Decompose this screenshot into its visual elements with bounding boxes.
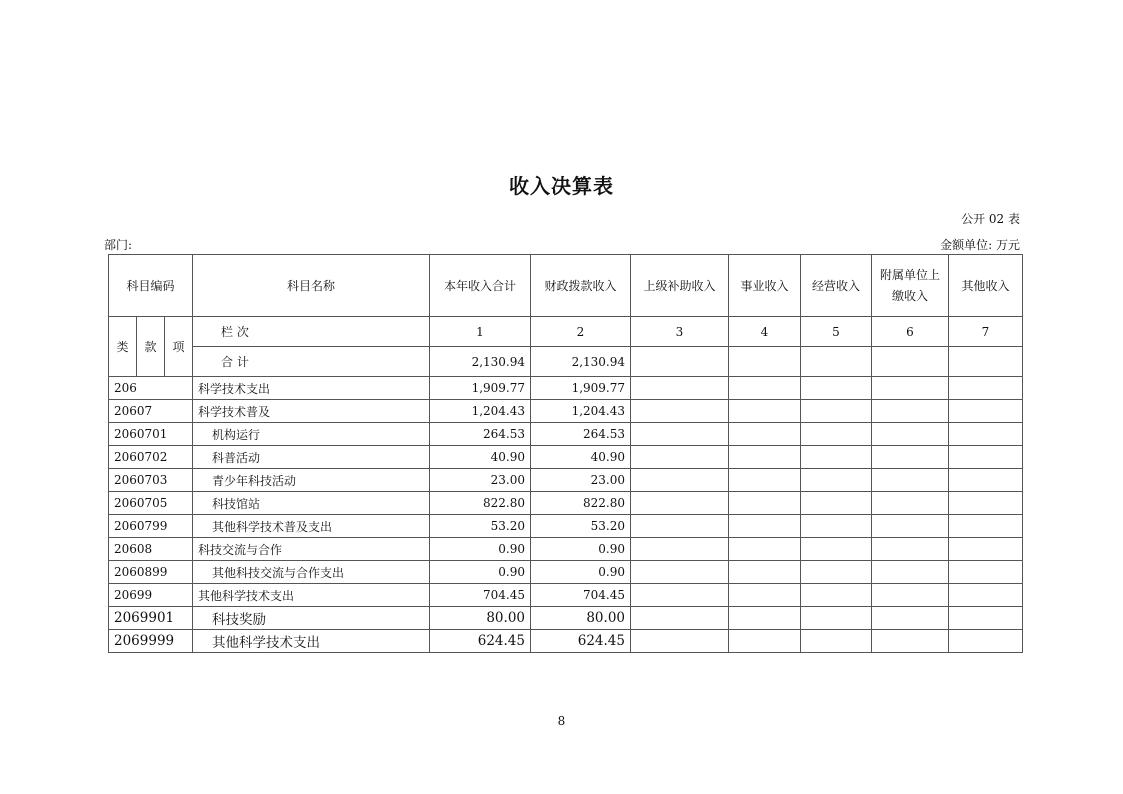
header-xiang: 项 — [165, 317, 193, 377]
table-row — [109, 630, 1023, 653]
table-row — [109, 515, 1023, 538]
row-total: 1,909.77 — [430, 377, 531, 400]
total-label: 合 计 — [193, 347, 430, 377]
amount-unit-label: 金额单位: 万元 — [940, 238, 1020, 252]
total-cell: 2,130.94 — [430, 347, 531, 377]
total-cell: 2,130.94 — [531, 347, 631, 377]
row-fiscal: 40.90 — [531, 446, 631, 469]
row-name: 科学技术支出 — [193, 377, 430, 400]
row-code: 2060703 — [109, 469, 193, 492]
col-number: 5 — [801, 317, 872, 347]
table-row — [109, 584, 1023, 607]
row-fiscal: 822.80 — [531, 492, 631, 515]
row-total: 0.90 — [430, 561, 531, 584]
header-lei: 类 — [109, 317, 137, 377]
row-name: 其他科学技术支出 — [193, 630, 430, 653]
row-fiscal: 0.90 — [531, 538, 631, 561]
table-row — [109, 469, 1023, 492]
row-fiscal: 624.45 — [531, 630, 631, 653]
row-name: 其他科技交流与合作支出 — [193, 561, 430, 584]
header-col-total: 本年收入合计 — [430, 255, 531, 317]
row-total: 0.90 — [430, 538, 531, 561]
row-name: 科学技术普及 — [193, 400, 430, 423]
row-total: 23.00 — [430, 469, 531, 492]
col-number: 1 — [430, 317, 531, 347]
row-total: 704.45 — [430, 584, 531, 607]
row-code: 2060701 — [109, 423, 193, 446]
col-number: 4 — [729, 317, 801, 347]
total-cell — [801, 347, 872, 377]
table-row — [109, 561, 1023, 584]
total-row — [109, 347, 1023, 377]
col-number: 3 — [631, 317, 729, 347]
col-number: 7 — [949, 317, 1023, 347]
report-title: 收入决算表 — [509, 174, 614, 198]
row-total: 40.90 — [430, 446, 531, 469]
row-code: 20607 — [109, 400, 193, 423]
row-name: 科技奖励 — [193, 607, 430, 630]
table-row — [109, 492, 1023, 515]
row-name: 机构运行 — [193, 423, 430, 446]
row-fiscal: 23.00 — [531, 469, 631, 492]
row-code: 20608 — [109, 538, 193, 561]
row-total: 264.53 — [430, 423, 531, 446]
department-label: 部门: — [104, 238, 133, 252]
col-number: 2 — [531, 317, 631, 347]
table-row — [109, 538, 1023, 561]
table-row — [109, 423, 1023, 446]
header-col-fiscal: 财政拨款收入 — [531, 255, 631, 317]
income-report-table — [108, 254, 1023, 653]
table-header-row — [109, 255, 1023, 317]
row-fiscal: 1,204.43 — [531, 400, 631, 423]
header-kuan: 款 — [137, 317, 165, 377]
row-name: 其他科学技术普及支出 — [193, 515, 430, 538]
row-fiscal: 264.53 — [531, 423, 631, 446]
table-row — [109, 607, 1023, 630]
row-fiscal: 80.00 — [531, 607, 631, 630]
row-code: 2060799 — [109, 515, 193, 538]
header-col-affiliated: 附属单位上缴收入 — [872, 255, 949, 317]
table-row — [109, 377, 1023, 400]
row-fiscal: 1,909.77 — [531, 377, 631, 400]
row-code: 2060705 — [109, 492, 193, 515]
row-code: 2069901 — [109, 607, 193, 630]
col-number: 6 — [872, 317, 949, 347]
header-col-business: 事业收入 — [729, 255, 801, 317]
column-index-row — [109, 317, 1023, 347]
header-col-operating: 经营收入 — [801, 255, 872, 317]
row-name: 青少年科技活动 — [193, 469, 430, 492]
row-code: 2060899 — [109, 561, 193, 584]
table-row — [109, 400, 1023, 423]
row-total: 80.00 — [430, 607, 531, 630]
total-cell — [949, 347, 1023, 377]
row-total: 53.20 — [430, 515, 531, 538]
page-number: 8 — [557, 714, 566, 728]
row-total: 1,204.43 — [430, 400, 531, 423]
row-code: 20699 — [109, 584, 193, 607]
row-code: 2069999 — [109, 630, 193, 653]
total-cell — [631, 347, 729, 377]
row-code: 2060702 — [109, 446, 193, 469]
row-fiscal: 53.20 — [531, 515, 631, 538]
row-total: 624.45 — [430, 630, 531, 653]
form-code: 公开 02 表 — [961, 212, 1020, 226]
total-cell — [872, 347, 949, 377]
row-fiscal: 0.90 — [531, 561, 631, 584]
header-name: 科目名称 — [193, 255, 430, 317]
row-name: 其他科学技术支出 — [193, 584, 430, 607]
row-name: 科技馆站 — [193, 492, 430, 515]
row-total: 822.80 — [430, 492, 531, 515]
header-col-superior: 上级补助收入 — [631, 255, 729, 317]
table-row — [109, 446, 1023, 469]
column-index-label: 栏 次 — [193, 317, 430, 347]
row-code: 206 — [109, 377, 193, 400]
header-col-other: 其他收入 — [949, 255, 1023, 317]
row-name: 科技交流与合作 — [193, 538, 430, 561]
header-code: 科目编码 — [109, 255, 193, 317]
total-cell — [729, 347, 801, 377]
row-fiscal: 704.45 — [531, 584, 631, 607]
row-name: 科普活动 — [193, 446, 430, 469]
